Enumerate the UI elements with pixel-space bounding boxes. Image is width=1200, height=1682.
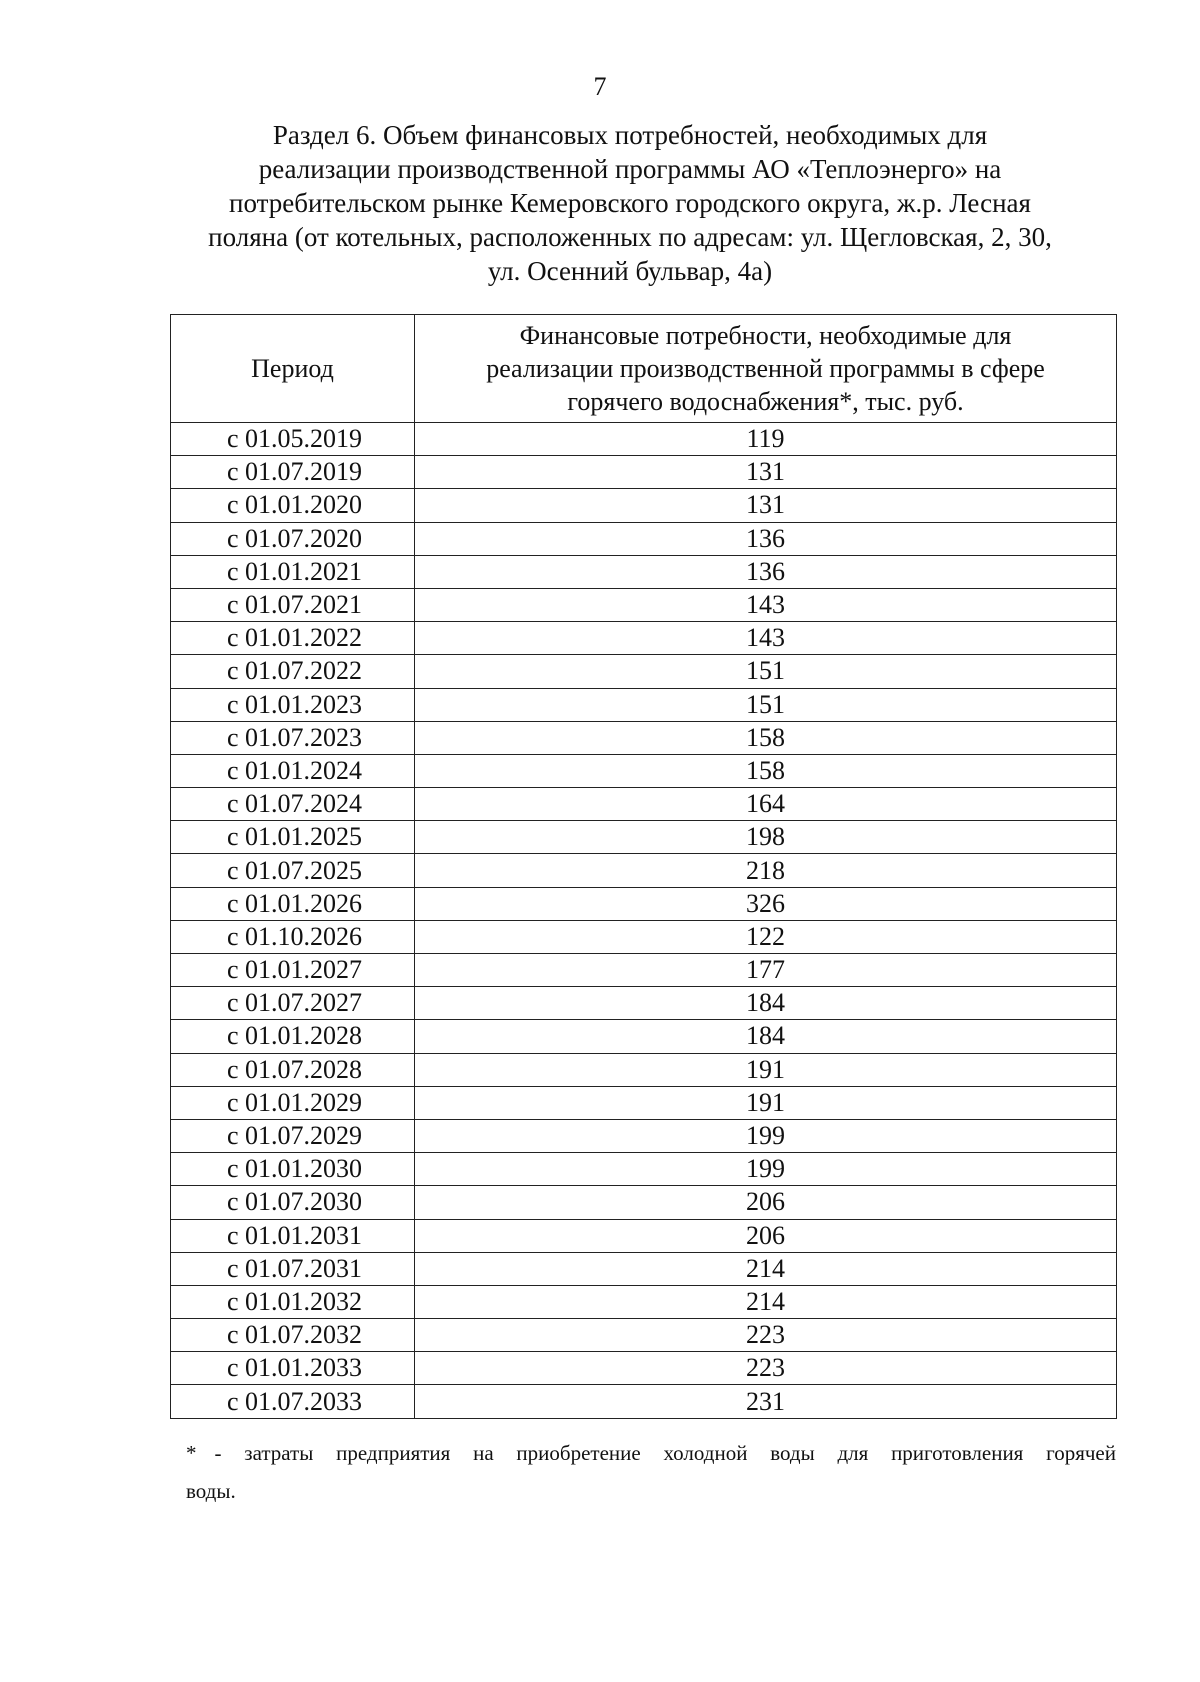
column-header-value-line: реализации производственной программы в сфере [486, 354, 1045, 383]
period-cell: с 01.07.2020 [171, 522, 415, 555]
section-title-line: поляна (от котельных, расположенных по адресам: ул. Щегловская, 2, 30, [208, 222, 1052, 252]
section-title-line: реализации производственной программы АО «Теплоэнерго» на [258, 154, 1002, 184]
table-row [171, 655, 1117, 688]
value-cell: 218 [415, 854, 1117, 887]
table-row [171, 688, 1117, 721]
value-cell: 184 [415, 1020, 1117, 1053]
period-cell: с 01.07.2033 [171, 1385, 415, 1418]
table-row [171, 920, 1117, 953]
financial-needs-table [170, 314, 1117, 1419]
table-row [171, 987, 1117, 1020]
value-cell: 143 [415, 622, 1117, 655]
section-title [160, 118, 1100, 288]
period-cell: с 01.01.2022 [171, 622, 415, 655]
period-cell: с 01.01.2029 [171, 1086, 415, 1119]
period-cell: с 01.07.2023 [171, 721, 415, 754]
value-cell: 199 [415, 1119, 1117, 1152]
value-cell: 119 [415, 423, 1117, 456]
column-header-period: Период [171, 315, 415, 423]
period-cell: с 01.05.2019 [171, 423, 415, 456]
period-cell: с 01.07.2027 [171, 987, 415, 1020]
period-cell: с 01.01.2021 [171, 555, 415, 588]
value-cell: 143 [415, 588, 1117, 621]
value-cell: 184 [415, 987, 1117, 1020]
column-header-value-line: Финансовые потребности, необходимые для [519, 321, 1012, 350]
table-row [171, 1086, 1117, 1119]
value-cell: 199 [415, 1153, 1117, 1186]
value-cell: 164 [415, 788, 1117, 821]
page-number: 7 [593, 72, 607, 101]
table-row [171, 1385, 1117, 1418]
table-row [171, 1219, 1117, 1252]
value-cell: 198 [415, 821, 1117, 854]
table-row [171, 788, 1117, 821]
value-cell: 136 [415, 522, 1117, 555]
table-row [171, 1186, 1117, 1219]
value-cell: 206 [415, 1186, 1117, 1219]
value-cell: 151 [415, 688, 1117, 721]
table-row [171, 588, 1117, 621]
table-row [171, 821, 1117, 854]
value-cell: 223 [415, 1352, 1117, 1385]
period-cell: с 01.01.2030 [171, 1153, 415, 1186]
value-cell: 122 [415, 920, 1117, 953]
table-row [171, 1053, 1117, 1086]
period-cell: с 01.01.2026 [171, 887, 415, 920]
period-cell: с 01.01.2024 [171, 754, 415, 787]
period-cell: с 01.01.2027 [171, 954, 415, 987]
period-cell: с 01.01.2031 [171, 1219, 415, 1252]
value-cell: 158 [415, 721, 1117, 754]
table-row [171, 1153, 1117, 1186]
table-header-row [171, 315, 1117, 423]
value-cell: 158 [415, 754, 1117, 787]
period-cell: с 01.07.2025 [171, 854, 415, 887]
table-row [171, 721, 1117, 754]
period-cell: с 01.01.2033 [171, 1352, 415, 1385]
value-cell: 191 [415, 1086, 1117, 1119]
column-header-value-line: горячего водоснабжения*, тыс. руб. [567, 387, 964, 416]
table-row [171, 1252, 1117, 1285]
table-row [171, 423, 1117, 456]
value-cell: 191 [415, 1053, 1117, 1086]
value-cell: 151 [415, 655, 1117, 688]
table-row [171, 622, 1117, 655]
table-row [171, 489, 1117, 522]
period-cell: с 01.07.2031 [171, 1252, 415, 1285]
footnote-marker: * [186, 1441, 197, 1465]
table-row [171, 522, 1117, 555]
value-cell: 214 [415, 1285, 1117, 1318]
value-cell: 214 [415, 1252, 1117, 1285]
period-cell: с 01.07.2032 [171, 1319, 415, 1352]
section-title-line: ул. Осенний бульвар, 4а) [487, 256, 773, 286]
period-cell: с 01.07.2028 [171, 1053, 415, 1086]
value-cell: 131 [415, 456, 1117, 489]
value-cell: 177 [415, 954, 1117, 987]
table-row [171, 456, 1117, 489]
period-cell: с 01.10.2026 [171, 920, 415, 953]
table-row [171, 1319, 1117, 1352]
section-title-line: Раздел 6. Объем финансовых потребностей, необходимых для [272, 120, 988, 150]
period-cell: с 01.07.2021 [171, 588, 415, 621]
table-row [171, 1285, 1117, 1318]
table-row [171, 954, 1117, 987]
footnote-continuation: воды. [186, 1479, 236, 1503]
period-cell: с 01.01.2028 [171, 1020, 415, 1053]
value-cell: 131 [415, 489, 1117, 522]
period-cell: с 01.01.2023 [171, 688, 415, 721]
period-cell: с 01.01.2032 [171, 1285, 415, 1318]
value-cell: 326 [415, 887, 1117, 920]
value-cell: 231 [415, 1385, 1117, 1418]
period-cell: с 01.07.2022 [171, 655, 415, 688]
period-cell: с 01.01.2020 [171, 489, 415, 522]
footnote [186, 1434, 1116, 1472]
table-row [171, 1020, 1117, 1053]
period-cell: с 01.07.2024 [171, 788, 415, 821]
table-row [171, 555, 1117, 588]
value-cell: 223 [415, 1319, 1117, 1352]
value-cell: 206 [415, 1219, 1117, 1252]
period-cell: с 01.01.2025 [171, 821, 415, 854]
period-cell: с 01.07.2030 [171, 1186, 415, 1219]
period-cell: с 01.07.2029 [171, 1119, 415, 1152]
table-row [171, 854, 1117, 887]
section-title-line: потребительском рынке Кемеровского городского округа, ж.р. Лесная [229, 188, 1031, 218]
table-row [171, 1352, 1117, 1385]
value-cell: 136 [415, 555, 1117, 588]
period-cell: с 01.07.2019 [171, 456, 415, 489]
table-body [171, 423, 1117, 1419]
table-row [171, 754, 1117, 787]
column-header-value [415, 315, 1117, 423]
footnote-text: - затраты предприятия на приобретение холодной воды для приготовления горячей [214, 1441, 1116, 1465]
table-row [171, 1119, 1117, 1152]
table-row [171, 887, 1117, 920]
